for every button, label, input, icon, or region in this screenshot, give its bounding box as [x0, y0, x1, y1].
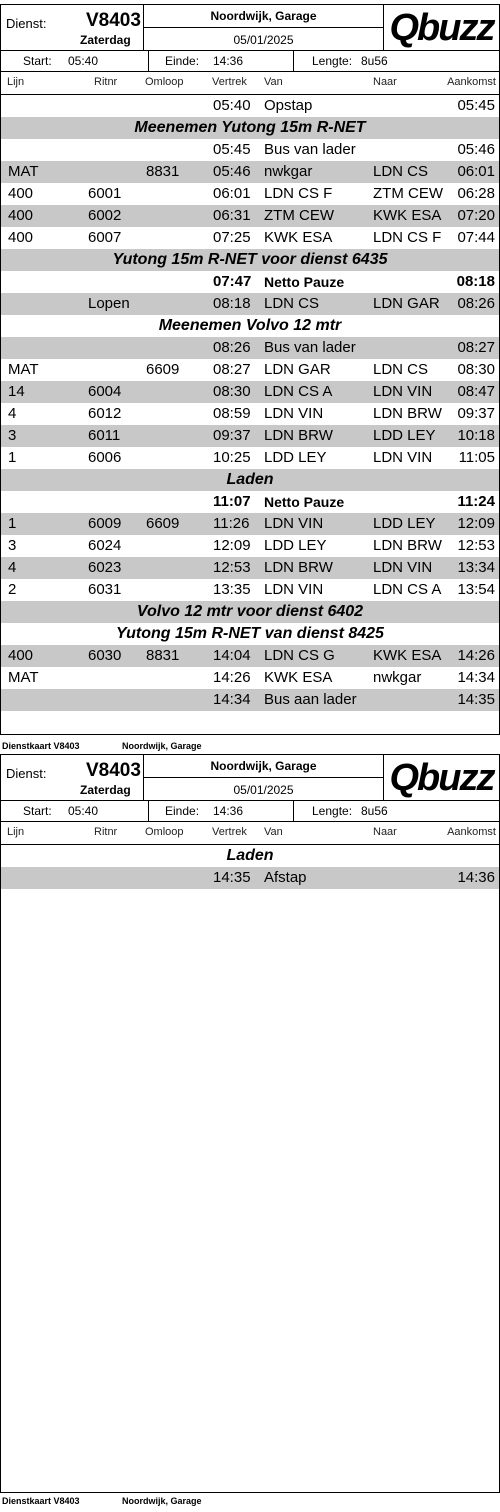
cell-naar: LDN CS [373, 163, 429, 180]
cell-aank: 05:45 [457, 97, 495, 114]
cell-vertrek: 06:31 [213, 207, 251, 224]
cell-van: ZTM CEW [264, 207, 334, 224]
trip-row [1, 227, 499, 249]
start-label: Start: [23, 54, 52, 68]
start-cell [1, 801, 149, 821]
footer-location: Noordwijk, Garage [122, 1496, 202, 1506]
cell-ritnr: 6030 [88, 647, 122, 664]
dienst-box [1, 5, 144, 51]
cell-aank: 14:35 [457, 691, 495, 708]
lengte-value: 8u56 [361, 54, 388, 68]
cell-ritnr: 6023 [88, 559, 122, 576]
trip-row [1, 183, 499, 205]
cell-ritnr: 6031 [88, 581, 122, 598]
page-header [1, 755, 499, 845]
cell-van: LDN GAR [264, 361, 331, 378]
trip-row [1, 293, 499, 315]
cell-lijn: 14 [8, 383, 25, 400]
trip-row [1, 579, 499, 601]
col-van: Van [264, 76, 283, 88]
cell-van: Afstap [264, 869, 307, 886]
col-ritnr: Ritnr [94, 826, 118, 838]
col-omloop: Omloop [145, 826, 184, 838]
page-header [1, 5, 499, 95]
cell-aank: 11:05 [458, 449, 495, 466]
cell-vertrek: 14:04 [213, 647, 251, 664]
cell-lijn: 1 [8, 515, 17, 532]
cell-aank: 13:34 [457, 559, 495, 576]
location-name: Noordwijk, Garage [144, 5, 383, 28]
section-header: Yutong 15m R-NET voor dienst 6435 [1, 249, 499, 271]
cell-aank: 14:26 [457, 647, 495, 664]
col-van: Van [264, 826, 283, 838]
start-time: 05:40 [68, 54, 99, 68]
cell-naar: LDN VIN [373, 559, 433, 576]
cell-lijn: 1 [8, 449, 17, 466]
trip-table [1, 845, 499, 889]
cell-ritnr: 6024 [88, 537, 122, 554]
cell-vertrek: 12:53 [213, 559, 251, 576]
cell-vertrek: 08:59 [213, 405, 251, 422]
lengte-label: Lengte: [312, 54, 353, 68]
col-lijn: Lijn [7, 76, 25, 88]
cell-vertrek: 05:46 [213, 163, 251, 180]
cell-aank: 14:36 [457, 869, 495, 886]
trip-row [1, 403, 499, 425]
trip-row [1, 513, 499, 535]
cell-naar: LDN BRW [373, 405, 442, 422]
cell-naar: LDD LEY [373, 515, 436, 532]
cell-van: Bus van lader [264, 339, 356, 356]
einde-label: Einde: [165, 54, 200, 68]
trip-row [1, 867, 499, 889]
cell-lijn: 3 [8, 427, 17, 444]
cell-vertrek: 13:35 [213, 581, 251, 598]
cell-van: Bus aan lader [264, 691, 357, 708]
cell-vertrek: 14:26 [213, 669, 251, 686]
cell-vertrek: 08:18 [213, 295, 251, 312]
trip-row [1, 205, 499, 227]
cell-van: Netto Pauze [264, 274, 345, 290]
einde-cell [149, 51, 294, 71]
cell-lijn: 400 [8, 647, 34, 664]
lengte-cell [294, 801, 499, 821]
cell-lijn: MAT [8, 361, 39, 378]
cell-van: Bus van lader [264, 141, 356, 158]
cell-lijn: 4 [8, 405, 17, 422]
trip-row [1, 161, 499, 183]
col-lijn: Lijn [7, 826, 25, 838]
cell-van: LDD LEY [264, 537, 327, 554]
cell-lijn: MAT [8, 163, 39, 180]
cell-aank: 05:46 [457, 141, 495, 158]
cell-aank: 08:26 [457, 295, 495, 312]
pause-row [1, 271, 499, 293]
service-date: 05/01/2025 [233, 33, 294, 47]
dienst-label: Dienst: [6, 766, 47, 781]
lengte-label: Lengte: [312, 804, 353, 818]
start-cell [1, 51, 149, 71]
cell-van: LDN CS A [264, 383, 333, 400]
einde-time: 14:36 [213, 54, 244, 68]
cell-van: LDN CS [264, 295, 320, 312]
cell-van: LDN BRW [264, 427, 333, 444]
cell-aank: 09:37 [457, 405, 495, 422]
service-date: 05/01/2025 [233, 783, 294, 797]
cell-ritnr: 6007 [88, 229, 122, 246]
cell-vertrek: 11:07 [213, 493, 251, 510]
cell-lijn: MAT [8, 669, 39, 686]
cell-omloop: 8831 [146, 647, 180, 664]
trip-row [1, 645, 499, 667]
cell-lijn: 400 [8, 229, 34, 246]
cell-vertrek: 10:25 [213, 449, 251, 466]
lengte-value: 8u56 [361, 804, 388, 818]
trip-row [1, 359, 499, 381]
col-naar: Naar [373, 826, 397, 838]
cell-vertrek: 07:25 [213, 229, 251, 246]
location-box [144, 5, 384, 51]
trip-row [1, 381, 499, 403]
dienstkaart-page-1 [0, 4, 500, 735]
cell-vertrek: 11:26 [213, 515, 250, 532]
cell-aank: 11:24 [457, 493, 495, 510]
cell-lijn: 3 [8, 537, 17, 554]
col-aankomst: Aankomst [447, 826, 496, 838]
cell-vertrek: 08:30 [213, 383, 251, 400]
cell-vertrek: 08:26 [213, 339, 251, 356]
cell-vertrek: 14:34 [213, 691, 251, 708]
footer-location: Noordwijk, Garage [122, 741, 202, 751]
cell-naar: LDN VIN [373, 449, 433, 466]
cell-lijn: 4 [8, 559, 17, 576]
header-top [1, 5, 499, 51]
cell-van: nwkgar [264, 163, 313, 180]
cell-aank: 14:34 [457, 669, 495, 686]
page-footer [0, 1496, 500, 1508]
dienst-day: Zaterdag [80, 33, 131, 47]
cell-omloop: 6609 [146, 361, 180, 378]
section-header: Yutong 15m R-NET van dienst 8425 [1, 623, 499, 645]
cell-aank: 08:30 [457, 361, 495, 378]
cell-ritnr: Lopen [88, 295, 130, 312]
trip-row [1, 95, 499, 117]
einde-label: Einde: [165, 804, 200, 818]
section-header: Meenemen Volvo 12 mtr [1, 315, 499, 337]
trip-row [1, 447, 499, 469]
cell-van: Opstap [264, 97, 313, 114]
cell-van: LDN VIN [264, 405, 324, 422]
start-label: Start: [23, 804, 52, 818]
section-header: Laden [1, 845, 499, 867]
cell-aank: 12:53 [457, 537, 495, 554]
cell-van: LDN CS G [264, 647, 335, 664]
trip-row [1, 535, 499, 557]
section-header: Volvo 12 mtr voor dienst 6402 [1, 601, 499, 623]
dienst-label: Dienst: [6, 16, 47, 31]
cell-naar: LDN VIN [373, 383, 433, 400]
cell-naar: LDN CS [373, 361, 429, 378]
cell-van: KWK ESA [264, 669, 333, 686]
cell-omloop: 6609 [146, 515, 180, 532]
start-time: 05:40 [68, 804, 99, 818]
einde-time: 14:36 [213, 804, 244, 818]
cell-naar: LDN CS F [373, 229, 442, 246]
trip-row [1, 139, 499, 161]
cell-van: LDN VIN [264, 515, 324, 532]
cell-van: KWK ESA [264, 229, 333, 246]
cell-omloop: 8831 [146, 163, 180, 180]
cell-aank: 07:20 [457, 207, 495, 224]
cell-vertrek: 14:35 [213, 869, 251, 886]
header-times [1, 51, 499, 72]
cell-vertrek: 08:27 [213, 361, 251, 378]
cell-naar: LDN CS A [373, 581, 442, 598]
col-ritnr: Ritnr [94, 76, 118, 88]
cell-aank: 06:01 [457, 163, 495, 180]
cell-aank: 06:28 [457, 185, 495, 202]
cell-van: LDN BRW [264, 559, 333, 576]
dienst-code: V8403 [86, 760, 141, 781]
col-vertrek: Vertrek [212, 76, 247, 88]
location-box [144, 755, 384, 801]
cell-aank: 08:27 [457, 339, 495, 356]
dienstkaart-page-2 [0, 754, 500, 1493]
cell-ritnr: 6006 [88, 449, 122, 466]
cell-van: Netto Pauze [264, 494, 345, 510]
cell-naar: nwkgar [373, 669, 422, 686]
cell-van: LDN CS F [264, 185, 333, 202]
einde-cell [149, 801, 294, 821]
dienst-box [1, 755, 144, 801]
cell-naar: ZTM CEW [373, 185, 443, 202]
trip-row [1, 689, 499, 711]
cell-naar: LDD LEY [373, 427, 436, 444]
col-naar: Naar [373, 76, 397, 88]
dienst-code: V8403 [86, 10, 141, 31]
qbuzz-logo: Qbuzz [389, 7, 494, 49]
lengte-cell [294, 51, 499, 71]
header-times [1, 801, 499, 822]
cell-vertrek: 05:45 [213, 141, 251, 158]
column-headers [1, 72, 499, 94]
cell-aank: 08:18 [456, 273, 495, 290]
header-top [1, 755, 499, 801]
trip-table [1, 95, 499, 711]
section-header: Laden [1, 469, 499, 491]
cell-aank: 10:18 [457, 427, 495, 444]
column-headers [1, 822, 499, 844]
col-omloop: Omloop [145, 76, 184, 88]
qbuzz-logo: Qbuzz [389, 757, 494, 799]
cell-aank: 08:47 [457, 383, 495, 400]
cell-vertrek: 07:47 [213, 273, 252, 290]
trip-row [1, 337, 499, 359]
cell-lijn: 400 [8, 185, 34, 202]
dienst-day: Zaterdag [80, 783, 131, 797]
cell-aank: 12:09 [457, 515, 495, 532]
cell-ritnr: 6001 [88, 185, 122, 202]
cell-vertrek: 12:09 [213, 537, 251, 554]
trip-row [1, 425, 499, 447]
cell-ritnr: 6011 [88, 427, 121, 444]
cell-aank: 13:54 [457, 581, 495, 598]
page-footer [0, 741, 500, 753]
trip-row [1, 557, 499, 579]
trip-row [1, 667, 499, 689]
cell-vertrek: 05:40 [213, 97, 251, 114]
col-vertrek: Vertrek [212, 826, 247, 838]
cell-naar: KWK ESA [373, 647, 442, 664]
cell-vertrek: 09:37 [213, 427, 251, 444]
cell-naar: LDN GAR [373, 295, 440, 312]
cell-naar: KWK ESA [373, 207, 442, 224]
cell-lijn: 2 [8, 581, 17, 598]
col-aankomst: Aankomst [447, 76, 496, 88]
location-name: Noordwijk, Garage [144, 755, 383, 778]
section-header: Meenemen Yutong 15m R-NET [1, 117, 499, 139]
cell-vertrek: 06:01 [213, 185, 251, 202]
footer-label: Dienstkaart V8403 [2, 741, 80, 751]
footer-label: Dienstkaart V8403 [2, 1496, 80, 1506]
cell-aank: 07:44 [457, 229, 495, 246]
cell-ritnr: 6004 [88, 383, 122, 400]
cell-ritnr: 6002 [88, 207, 122, 224]
pause-row [1, 491, 499, 513]
cell-ritnr: 6012 [88, 405, 122, 422]
cell-ritnr: 6009 [88, 515, 122, 532]
cell-naar: LDN BRW [373, 537, 442, 554]
cell-van: LDN VIN [264, 581, 324, 598]
cell-van: LDD LEY [264, 449, 327, 466]
cell-lijn: 400 [8, 207, 34, 224]
